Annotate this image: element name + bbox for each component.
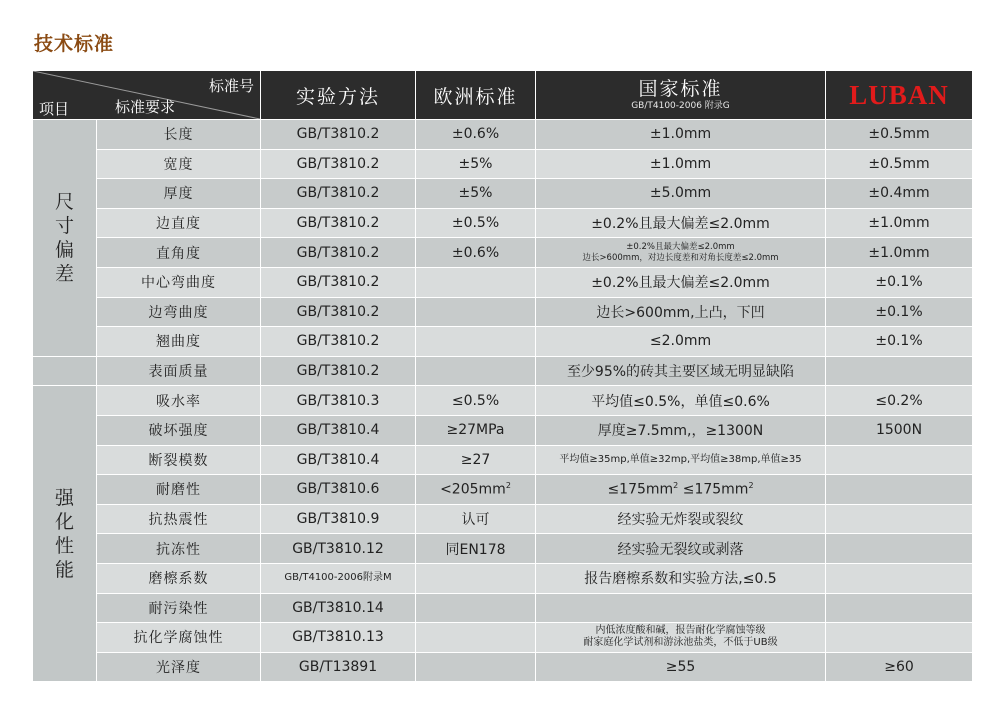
europe-value: <205mm [440,481,506,498]
table-row [33,179,973,209]
table-row [33,120,973,150]
row-luban: ±0.1% [826,267,973,297]
row-luban [826,504,973,534]
superscript: 2 [673,481,679,491]
row-europe: ±0.6% [416,120,536,150]
row-europe: ≥27MPa [416,415,536,445]
row-item: 宽度 [97,149,261,179]
row-method: GB/T3810.2 [261,267,416,297]
row-method: GB/T13891 [261,652,416,682]
header-national [536,71,826,120]
table-row [33,593,973,623]
row-luban [826,563,973,593]
row-luban: ±1.0mm [826,238,973,268]
row-item: 表面质量 [97,356,261,386]
row-luban: ±0.4mm [826,179,973,209]
row-method: GB/T3810.2 [261,238,416,268]
row-method: GB/T3810.3 [261,386,416,416]
row-national: 报告磨檫系数和实验方法,≤0.5 [536,563,826,593]
table-row [33,327,973,357]
row-national [536,238,826,268]
national-line-2: 边长>600mm，对边长度差和对角长度差≤2.0mm [582,252,779,263]
row-luban [826,475,973,505]
row-national: ≤2.0mm [536,327,826,357]
row-method: GB/T3810.2 [261,356,416,386]
row-europe: 认可 [416,504,536,534]
row-item: 光泽度 [97,652,261,682]
row-method: GB/T3810.2 [261,179,416,209]
row-national: ±0.2%且最大偏差≤2.0mm [536,267,826,297]
header-brand-luban: LUBAN [826,71,973,120]
row-national: 经实验无裂纹或剥落 [536,534,826,564]
row-national [536,475,826,505]
header-method: 实验方法 [261,71,416,120]
header-corner-cell [33,71,261,120]
table-row [33,356,973,386]
group-label: 强化性能 [54,486,74,581]
national-value-a: ≤175mm [607,481,674,498]
row-item: 边弯曲度 [97,297,261,327]
row-luban: ±0.5mm [826,149,973,179]
national-line-1: 内低浓度酸和碱，报告耐化学腐蚀等级 [595,625,766,637]
row-europe [416,563,536,593]
row-europe: ±0.6% [416,238,536,268]
row-europe [416,267,536,297]
table-row [33,504,973,534]
row-europe: 同EN178 [416,534,536,564]
row-method: GB/T3810.6 [261,475,416,505]
table-row [33,623,973,653]
superscript: 2 [748,481,754,491]
row-item: 破坏强度 [97,415,261,445]
row-europe: ≥27 [416,445,536,475]
row-method: GB/T3810.12 [261,534,416,564]
table-row [33,445,973,475]
row-method: GB/T3810.4 [261,445,416,475]
national-line-2: 耐家庭化学试剂和游泳池盐类，不低于UB级 [583,637,778,649]
row-national: 至少95%的砖其主要区域无明显缺陷 [536,356,826,386]
row-luban: ±0.1% [826,327,973,357]
row-item: 耐磨性 [97,475,261,505]
group-strength-performance [33,386,97,682]
row-item: 磨檫系数 [97,563,261,593]
row-method: GB/T3810.2 [261,120,416,150]
table-header-row [33,71,973,120]
row-europe [416,475,536,505]
row-item: 边直度 [97,208,261,238]
national-line-1: ±0.2%且最大偏差≤2.0mm [626,241,735,252]
row-luban: ≥60 [826,652,973,682]
row-europe [416,327,536,357]
row-item: 厚度 [97,179,261,209]
row-national [536,623,826,653]
national-value-b: ≤175mm [678,481,749,498]
row-national [536,593,826,623]
page-title: 技术标准 [34,33,115,55]
row-national: 平均值≥35mp,单值≥32mp,平均值≥38mp,单值≥35 [536,445,826,475]
row-europe: ±5% [416,149,536,179]
row-europe: ±5% [416,179,536,209]
row-national: 厚度≥7.5mm,，≥1300N [536,415,826,445]
row-national: 边长>600mm,上凸，下凹 [536,297,826,327]
row-luban: 1500N [826,415,973,445]
table-row [33,652,973,682]
table-row [33,267,973,297]
row-national: ±1.0mm [536,120,826,150]
group-label: 尺寸偏差 [54,190,74,285]
row-europe [416,297,536,327]
row-luban [826,356,973,386]
row-luban [826,445,973,475]
row-item: 中心弯曲度 [97,267,261,297]
row-item: 抗化学腐蚀性 [97,623,261,653]
row-method: GB/T3810.4 [261,415,416,445]
technical-standards-table [32,70,973,682]
row-luban [826,593,973,623]
header-standard-requirement: 标准要求 [115,98,176,116]
row-method: GB/T4100-2006附录M [261,563,416,593]
row-luban [826,534,973,564]
header-national-title: 国家标准 [638,78,723,100]
row-luban [826,623,973,653]
row-luban: ±0.1% [826,297,973,327]
row-luban: ±0.5mm [826,120,973,150]
header-item: 项目 [39,100,70,118]
row-item: 断裂模数 [97,445,261,475]
row-method: GB/T3810.13 [261,623,416,653]
table-row [33,238,973,268]
row-item: 吸水率 [97,386,261,416]
row-europe [416,593,536,623]
row-method: GB/T3810.14 [261,593,416,623]
table-row [33,149,973,179]
table-row [33,534,973,564]
table-row [33,563,973,593]
row-luban: ±1.0mm [826,208,973,238]
row-item: 直角度 [97,238,261,268]
header-standard-number: 标准号 [208,77,254,95]
row-national: ≥55 [536,652,826,682]
row-national: 经实验无炸裂或裂纹 [536,504,826,534]
row-europe: ±0.5% [416,208,536,238]
table-row [33,415,973,445]
table-row [33,386,973,416]
row-national: ±0.2%且最大偏差≤2.0mm [536,208,826,238]
row-item: 耐污染性 [97,593,261,623]
row-luban: ≤0.2% [826,386,973,416]
row-method: GB/T3810.2 [261,327,416,357]
table-row [33,297,973,327]
row-national: ±5.0mm [536,179,826,209]
group-empty [33,356,97,386]
row-method: GB/T3810.9 [261,504,416,534]
row-europe [416,623,536,653]
superscript: 2 [505,481,511,491]
row-item: 长度 [97,120,261,150]
row-item: 翘曲度 [97,327,261,357]
table-row [33,208,973,238]
row-national: ±1.0mm [536,149,826,179]
row-europe [416,652,536,682]
row-europe: ≤0.5% [416,386,536,416]
row-national: 平均值≤0.5%，单值≤0.6% [536,386,826,416]
header-national-subtitle: GB/T4100-2006 附录G [631,101,730,111]
header-europe: 欧洲标准 [416,71,536,120]
table-row [33,475,973,505]
row-method: GB/T3810.2 [261,149,416,179]
row-item: 抗冻性 [97,534,261,564]
row-method: GB/T3810.2 [261,208,416,238]
group-size-deviation [33,120,97,357]
row-method: GB/T3810.2 [261,297,416,327]
row-item: 抗热震性 [97,504,261,534]
row-europe [416,356,536,386]
